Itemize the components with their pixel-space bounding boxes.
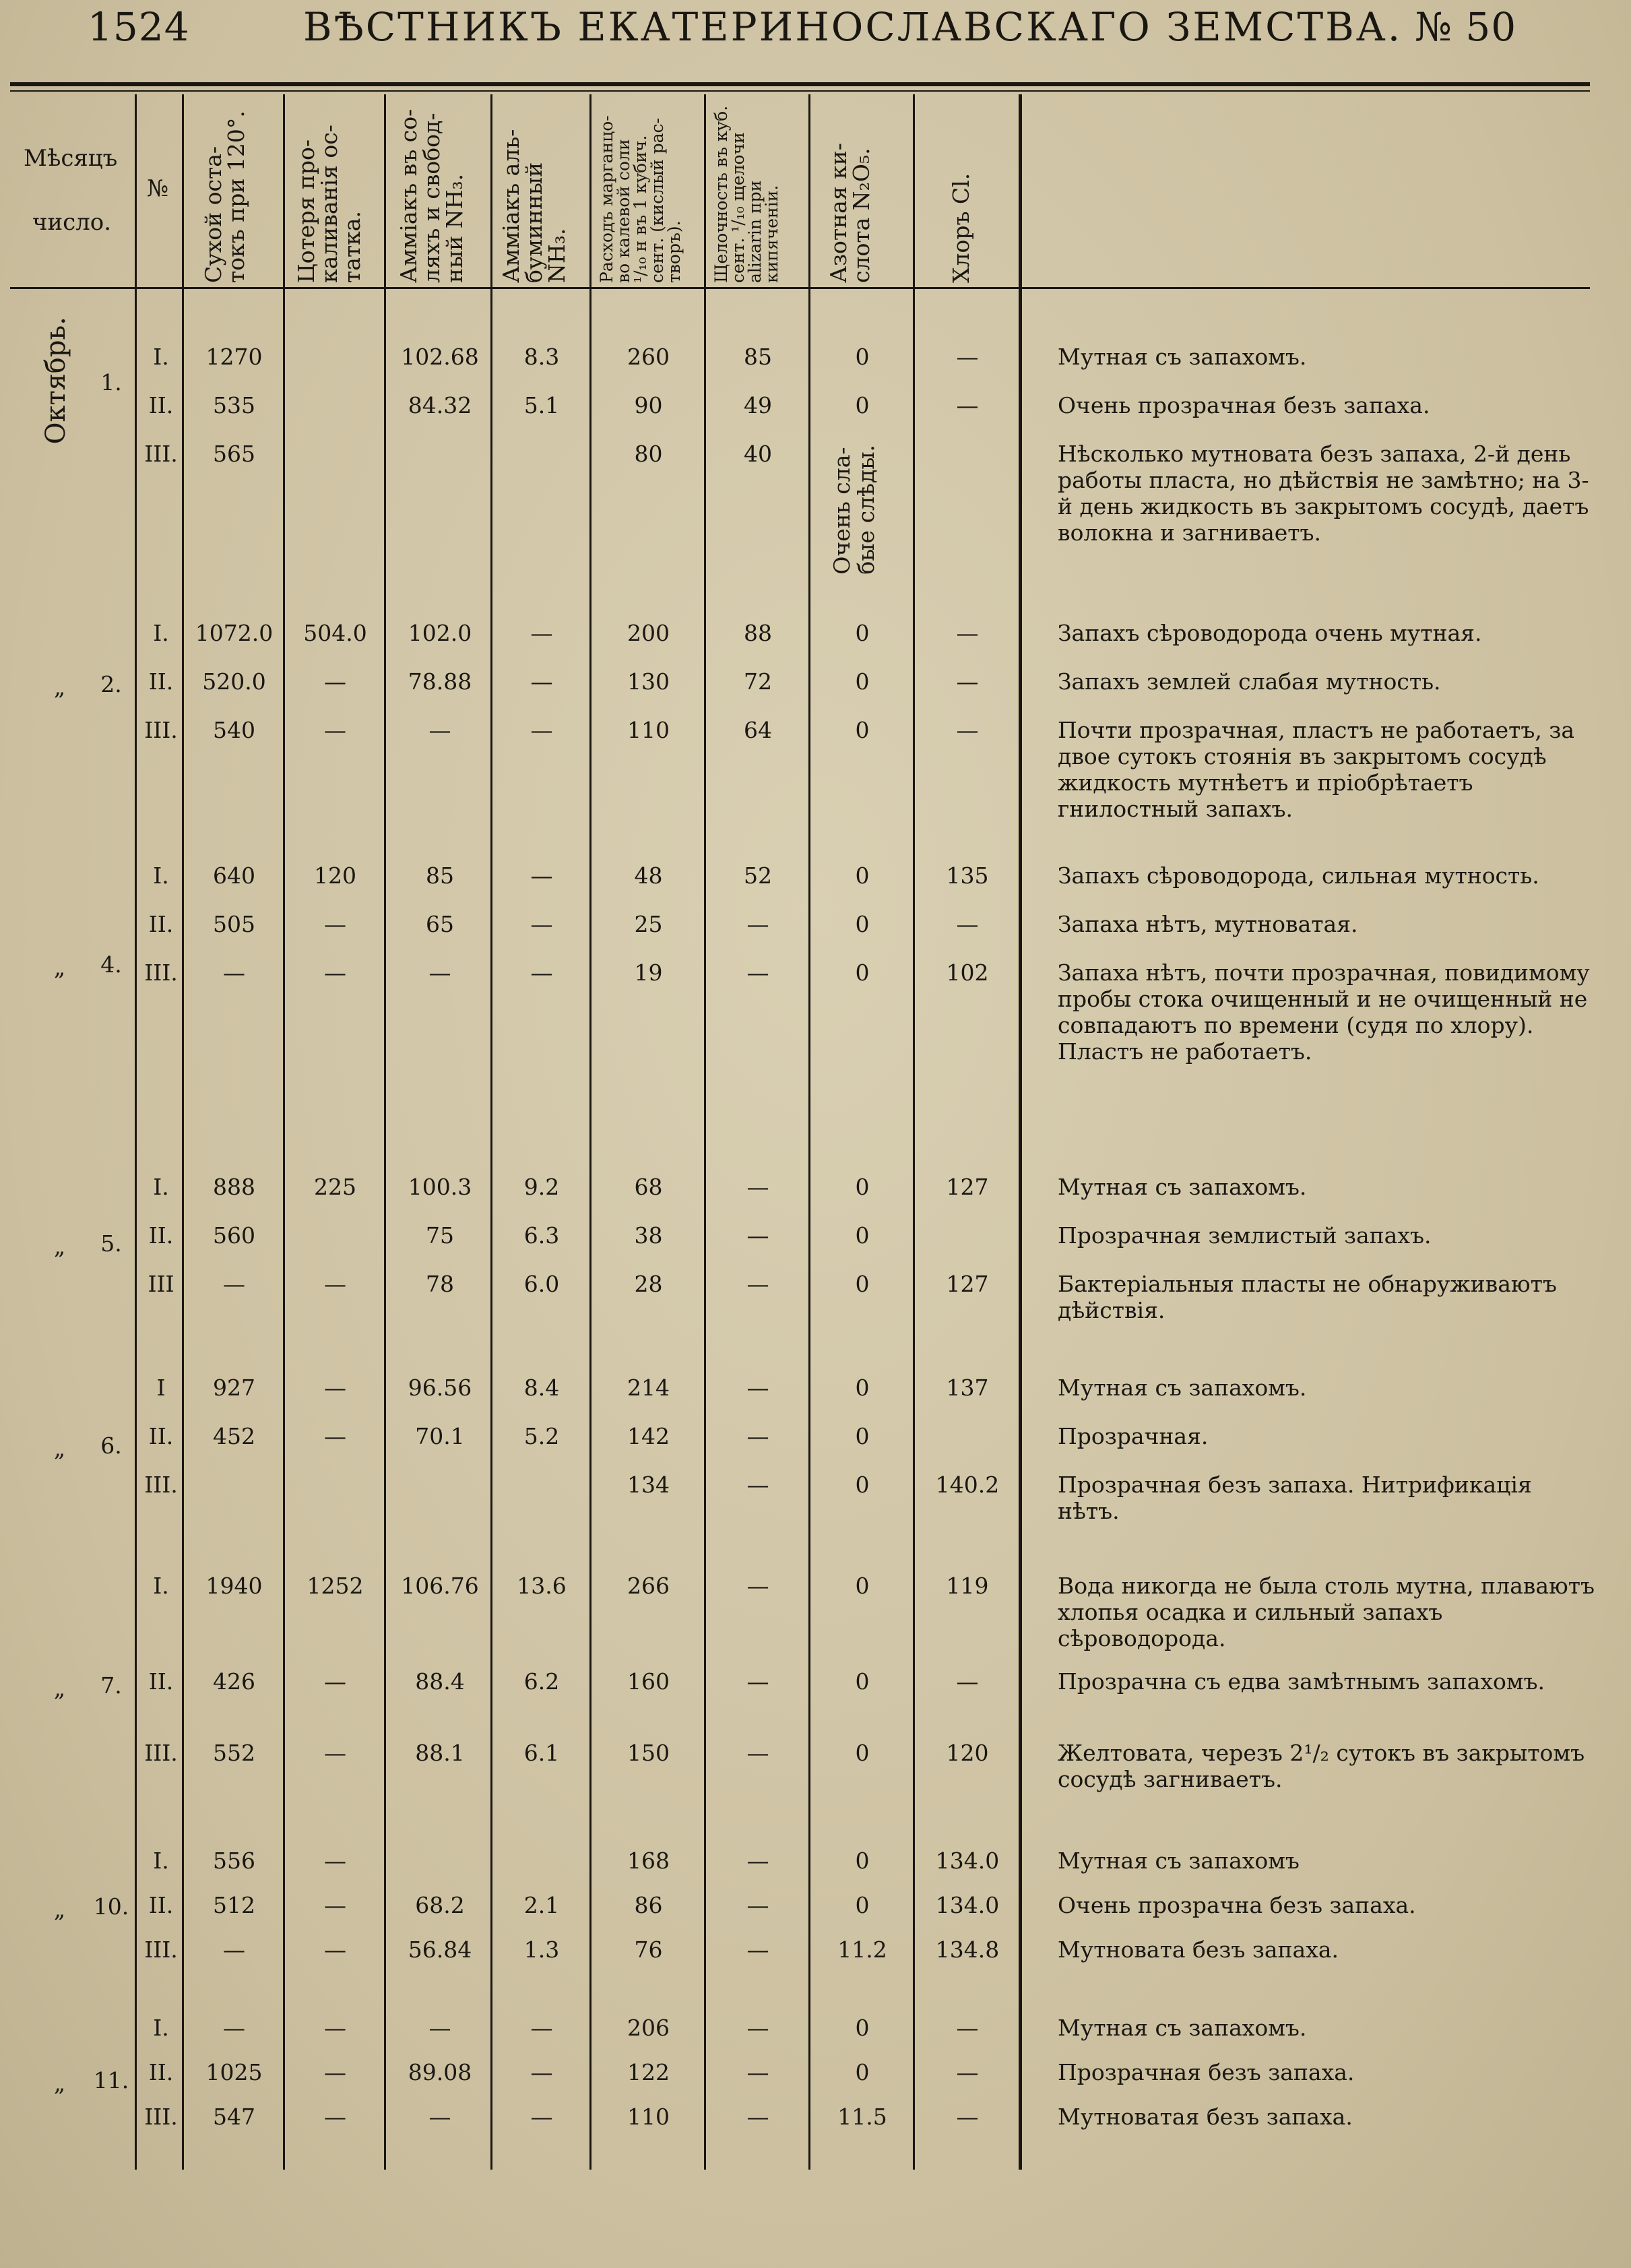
ammonia-free-value: — [428, 2015, 451, 2041]
alkalinity-value: — [746, 1668, 769, 1695]
date-label: 10. [93, 1893, 129, 1920]
sample-description: Запаха нѣтъ, мутноватая. [1058, 911, 1358, 937]
sample-description: Мутноватая безъ запаха. [1058, 2104, 1353, 2130]
dry-residue-value: — [223, 2015, 245, 2041]
row-number: II. [148, 1222, 174, 1249]
row-number: III. [144, 959, 178, 986]
chlorine-value: — [956, 392, 979, 418]
ammonia-free-value: 70.1 [415, 1423, 465, 1449]
sample-description: Запахъ сѣроводорода очень мутная. [1058, 620, 1482, 646]
permanganate-value: 142 [627, 1423, 670, 1449]
sample-description: Очень прозрачна безъ запаха. [1058, 1892, 1416, 1918]
ammonia-albuminoid-value: — [530, 862, 553, 889]
ammonia-free-value: 88.1 [415, 1740, 465, 1766]
ammonia-albuminoid-value: 6.0 [523, 1271, 560, 1297]
ditto-mark: „ [54, 1435, 66, 1461]
alkalinity-value: 88 [744, 620, 772, 646]
sample-description: Запахъ землей слабая мутность. [1058, 668, 1441, 695]
row-number: III. [144, 1936, 178, 1963]
ignition-loss-value: — [324, 1740, 346, 1766]
sample-description: Прозрачна съ едва замѣтнымъ запахомъ. [1058, 1668, 1545, 1695]
ammonia-free-value: 56.84 [408, 1936, 472, 1963]
date-label: 7. [100, 1672, 122, 1699]
nitric-acid-value: 0 [855, 392, 870, 418]
header-ammonia-albuminoid: Аммiакъ аль- буминный NH₃. [498, 129, 570, 283]
nitric-acid-value: 0 [855, 1892, 870, 1918]
ignition-loss-value: 225 [314, 1174, 356, 1200]
dry-residue-value: 547 [213, 2104, 255, 2130]
ammonia-free-value: 96.56 [408, 1375, 472, 1401]
chlorine-value: — [956, 2015, 979, 2041]
ammonia-free-value: 65 [426, 911, 454, 937]
row-number: III. [144, 441, 178, 467]
dry-residue-value: 560 [213, 1222, 255, 1249]
dry-residue-value: — [223, 1936, 245, 1963]
nitric-trace-note: Очень сла- бые слѣды. [829, 445, 879, 575]
permanganate-value: 200 [627, 620, 670, 646]
row-number: II. [148, 2059, 174, 2085]
sample-description: Прозрачная безъ запаха. Нитрификація нѣтъ. [1058, 1472, 1532, 1524]
ammonia-free-value: 88.4 [415, 1668, 465, 1695]
sample-description: Запахъ сѣроводорода, сильная мутность. [1058, 862, 1539, 889]
row-number: I. [153, 1174, 169, 1200]
ammonia-free-value: — [428, 2104, 451, 2130]
nitric-acid-value: 0 [855, 620, 870, 646]
sample-description: Мутная съ запахомъ. [1058, 1375, 1307, 1401]
alkalinity-value: — [746, 1472, 769, 1498]
nitric-acid-value: 0 [855, 2015, 870, 2041]
header-nitric-acid: Азотная ки- слота N₂O₅. [825, 143, 874, 283]
ignition-loss-value: — [324, 2059, 346, 2085]
sample-description: Мутновата безъ запаха. [1058, 1936, 1339, 1963]
ammonia-albuminoid-value: 1.3 [523, 1936, 560, 1963]
permanganate-value: 260 [627, 344, 670, 370]
dry-residue-value: 540 [213, 717, 255, 743]
header-rule-thin [10, 90, 1590, 92]
permanganate-value: 25 [634, 911, 663, 937]
nitric-acid-value: 0 [855, 1472, 870, 1498]
sample-description: Мутная съ запахомъ. [1058, 1174, 1307, 1200]
date-label: 2. [100, 671, 122, 697]
chlorine-value: 119 [946, 1573, 989, 1599]
chlorine-value: 140.2 [935, 1472, 1000, 1498]
ammonia-free-value: 84.32 [408, 392, 472, 418]
nitric-acid-value: 0 [855, 1740, 870, 1766]
permanganate-value: 28 [634, 1271, 663, 1297]
row-number: II. [148, 392, 174, 418]
chlorine-value: — [956, 911, 979, 937]
permanganate-value: 130 [627, 668, 670, 695]
permanganate-value: 76 [634, 1936, 663, 1963]
ignition-loss-value: — [324, 1668, 346, 1695]
alkalinity-value: 52 [744, 862, 772, 889]
alkalinity-value: — [746, 1222, 769, 1249]
row-number: I. [153, 2015, 169, 2041]
ammonia-albuminoid-value: 2.1 [523, 1892, 560, 1918]
month-label: Октябрь. [40, 317, 71, 445]
row-number: III. [144, 1472, 178, 1498]
row-number: II. [148, 668, 174, 695]
permanganate-value: 160 [627, 1668, 670, 1695]
alkalinity-value: 85 [744, 344, 772, 370]
ditto-mark: „ [54, 1233, 66, 1259]
dry-residue-value: 512 [213, 1892, 255, 1918]
ditto-mark: „ [54, 674, 66, 700]
alkalinity-value: — [746, 1423, 769, 1449]
ignition-loss-value: 504.0 [303, 620, 367, 646]
dry-residue-value: 505 [213, 911, 255, 937]
row-number: I. [153, 344, 169, 370]
sample-description: Прозрачная безъ запаха. [1058, 2059, 1355, 2085]
dry-residue-value: 426 [213, 1668, 255, 1695]
journal-title: ВѢСТНИКЪ ЕКАТЕРИНОСЛАВСКАГО ЗЕМСТВА. [303, 4, 1403, 50]
row-number: III. [144, 2104, 178, 2130]
ammonia-free-value: 75 [426, 1222, 454, 1249]
dry-residue-value: 1072.0 [195, 620, 274, 646]
row-number: II. [148, 1423, 174, 1449]
dry-residue-value: 640 [213, 862, 255, 889]
alkalinity-value: — [746, 1892, 769, 1918]
ammonia-albuminoid-value: 8.4 [523, 1375, 560, 1401]
ammonia-albuminoid-value: — [530, 959, 553, 986]
alkalinity-value: — [746, 1740, 769, 1766]
permanganate-value: 68 [634, 1174, 663, 1200]
chlorine-value: 127 [946, 1271, 989, 1297]
chlorine-value: — [956, 620, 979, 646]
ammonia-albuminoid-value: 6.2 [523, 1668, 560, 1695]
permanganate-value: 206 [627, 2015, 670, 2041]
column-divider [808, 94, 810, 2170]
alkalinity-value: 64 [744, 717, 772, 743]
alkalinity-value: — [746, 1573, 769, 1599]
ammonia-albuminoid-value: 6.3 [523, 1222, 560, 1249]
permanganate-value: 266 [627, 1573, 670, 1599]
row-number: III [148, 1271, 174, 1297]
ammonia-free-value: 68.2 [415, 1892, 465, 1918]
nitric-acid-value: 0 [855, 959, 870, 986]
chlorine-value: — [956, 344, 979, 370]
dry-residue-value: 535 [213, 392, 255, 418]
sample-description: Нѣсколько мутновата безъ запаха, 2-й день работы пласта, но дѣйствія не замѣтно; на 3-й день жидкость въ закрытомъ сосудѣ, даетъ волокна и загниваетъ. [1058, 441, 1589, 546]
row-number: II. [148, 1892, 174, 1918]
ammonia-free-value: 78.88 [408, 668, 472, 695]
ammonia-free-value: 78 [426, 1271, 454, 1297]
dry-residue-value: 927 [213, 1375, 255, 1401]
ammonia-free-value: 102.0 [408, 620, 472, 646]
ammonia-albuminoid-value: — [530, 2059, 553, 2085]
chlorine-value: — [956, 668, 979, 695]
column-divider [182, 94, 184, 2170]
ammonia-free-value: 102.68 [401, 344, 479, 370]
dry-residue-value: 1940 [205, 1573, 263, 1599]
column-divider [490, 94, 492, 2170]
date-label: 5. [100, 1230, 122, 1257]
ignition-loss-value: — [324, 717, 346, 743]
nitric-acid-value: 0 [855, 344, 870, 370]
date-label: 4. [100, 951, 122, 978]
header-no: № [147, 175, 169, 202]
alkalinity-value: — [746, 1848, 769, 1874]
nitric-acid-value: 0 [855, 2059, 870, 2085]
permanganate-value: 86 [634, 1892, 663, 1918]
sample-description: Вода никогда не была столь мутна, плаваютъ хлопья осадка и сильный запахъ сѣроводорода. [1058, 1573, 1595, 1651]
permanganate-value: 38 [634, 1222, 663, 1249]
ammonia-free-value: 85 [426, 862, 454, 889]
column-divider [384, 94, 386, 2170]
ammonia-free-value: 106.76 [401, 1573, 479, 1599]
ditto-mark: „ [54, 954, 66, 980]
alkalinity-value: — [746, 1936, 769, 1963]
date-label: 6. [100, 1432, 122, 1459]
sample-description: Мутная съ запахомъ. [1058, 2015, 1307, 2041]
ammonia-free-value: — [428, 959, 451, 986]
ignition-loss-value: — [324, 1423, 346, 1449]
ammonia-albuminoid-value: 13.6 [517, 1573, 567, 1599]
sample-description: Почти прозрачная, пластъ не работаетъ, за двое сутокъ стоянія въ закрытомъ сосудѣ жидкость мутнѣетъ и пріобрѣтаетъ гнилостный запахъ. [1058, 717, 1575, 822]
chlorine-value: 120 [946, 1740, 989, 1766]
permanganate-value: 134 [627, 1472, 670, 1498]
chlorine-value: — [956, 1668, 979, 1695]
chlorine-value: 134.0 [935, 1892, 1000, 1918]
ammonia-albuminoid-value: — [530, 2104, 553, 2130]
nitric-acid-value: 0 [855, 668, 870, 695]
ammonia-albuminoid-value: 6.1 [523, 1740, 560, 1766]
date-label: 1. [100, 369, 122, 396]
nitric-acid-value: 0 [855, 1174, 870, 1200]
ammonia-free-value: 89.08 [408, 2059, 472, 2085]
column-divider [589, 94, 591, 2170]
permanganate-value: 110 [627, 717, 670, 743]
row-number: I. [153, 862, 169, 889]
ditto-mark: „ [54, 1675, 66, 1701]
nitric-acid-value: 0 [855, 1668, 870, 1695]
permanganate-value: 214 [627, 1375, 670, 1401]
ammonia-albuminoid-value: — [530, 911, 553, 937]
chlorine-value: 135 [946, 862, 989, 889]
nitric-acid-value: 0 [855, 862, 870, 889]
dry-residue-value: 452 [213, 1423, 255, 1449]
page-number: 1524 [88, 4, 190, 50]
row-number: I. [153, 1573, 169, 1599]
permanganate-value: 90 [634, 392, 663, 418]
chlorine-value: 137 [946, 1375, 989, 1401]
row-number: I. [153, 1848, 169, 1874]
sample-description: Очень прозрачная безъ запаха. [1058, 392, 1430, 418]
ignition-loss-value: — [324, 959, 346, 986]
ditto-mark: „ [54, 1896, 66, 1922]
sample-description: Мутная съ запахомъ. [1058, 344, 1307, 370]
header-month: Мѣсяцъ [24, 145, 118, 172]
ignition-loss-value: — [324, 2015, 346, 2041]
nitric-acid-value: 0 [855, 1573, 870, 1599]
ammonia-albuminoid-value: 9.2 [523, 1174, 560, 1200]
dry-residue-value: 1270 [205, 344, 263, 370]
dry-residue-value: 556 [213, 1848, 255, 1874]
sample-description: Запаха нѣтъ, почти прозрачная, повидимому пробы стока очищенный и не очищенный не совпадаютъ по времени (судя по хлору). Пластъ не работаетъ. [1058, 959, 1590, 1065]
ignition-loss-value: 1252 [307, 1573, 364, 1599]
ignition-loss-value: — [324, 911, 346, 937]
chlorine-value: 134.8 [935, 1936, 1000, 1963]
issue-number: № 50 [1415, 4, 1517, 50]
row-number: II. [148, 1668, 174, 1695]
column-divider [913, 94, 915, 2170]
dry-residue-value: 552 [213, 1740, 255, 1766]
permanganate-value: 110 [627, 2104, 670, 2130]
nitric-acid-value: 0 [855, 1375, 870, 1401]
alkalinity-value: — [746, 2104, 769, 2130]
ignition-loss-value: 120 [314, 862, 356, 889]
header-permanganate: Расходъ марганцо- во калевой соли ¹/₁₀ н въ 1 кубич. сент. (кислый рас- творъ). [597, 115, 684, 283]
ammonia-free-value: — [428, 717, 451, 743]
dry-residue-value: 565 [213, 441, 255, 467]
column-divider [1019, 94, 1022, 2170]
ignition-loss-value: — [324, 1375, 346, 1401]
chlorine-value: — [956, 717, 979, 743]
alkalinity-value: — [746, 1271, 769, 1297]
nitric-acid-value: 11.2 [837, 1936, 887, 1963]
column-divider [135, 94, 137, 2170]
sample-description: Бактеріальныя пласты не обнаруживаютъ дѣйствія. [1058, 1271, 1557, 1323]
nitric-acid-value: 0 [855, 1222, 870, 1249]
nitric-acid-value: 0 [855, 1423, 870, 1449]
ignition-loss-value: — [324, 668, 346, 695]
permanganate-value: 150 [627, 1740, 670, 1766]
header-chlorine: Хлоръ Cl. [948, 172, 974, 283]
chlorine-value: 134.0 [935, 1848, 1000, 1874]
nitric-acid-value: 0 [855, 1271, 870, 1297]
ignition-loss-value: — [324, 2104, 346, 2130]
permanganate-value: 48 [634, 862, 663, 889]
alkalinity-value: 72 [744, 668, 772, 695]
dry-residue-value: 888 [213, 1174, 255, 1200]
alkalinity-value: — [746, 959, 769, 986]
alkalinity-value: — [746, 911, 769, 937]
header-ignition-loss: Цотеря про- каливанія ос- татка. [293, 125, 365, 283]
ammonia-albuminoid-value: 5.2 [523, 1423, 560, 1449]
ignition-loss-value: — [324, 1848, 346, 1874]
sample-description: Прозрачная. [1058, 1423, 1209, 1449]
ammonia-albuminoid-value: — [530, 620, 553, 646]
nitric-acid-value: 0 [855, 717, 870, 743]
chlorine-value: — [956, 2104, 979, 2130]
nitric-acid-value: 0 [855, 1848, 870, 1874]
alkalinity-value: — [746, 2059, 769, 2085]
sample-description: Прозрачная землистый запахъ. [1058, 1222, 1432, 1249]
ammonia-albuminoid-value: 8.3 [523, 344, 560, 370]
chlorine-value: — [956, 2059, 979, 2085]
permanganate-value: 168 [627, 1848, 670, 1874]
dry-residue-value: — [223, 959, 245, 986]
header-alkalinity: Щелочность въ куб. сент. ¹/₁₀ щелочи alizarin при кипяченіи. [711, 105, 781, 283]
header-date: число. [32, 209, 112, 236]
header-ammonia-free: Аммiакъ въ со- ляхъ и свобод- ный NH₃. [395, 108, 468, 283]
row-number: I. [153, 620, 169, 646]
header-rule [10, 82, 1590, 86]
alkalinity-value: — [746, 2015, 769, 2041]
date-label: 11. [93, 2067, 129, 2093]
nitric-acid-value: 11.5 [837, 2104, 887, 2130]
alkalinity-value: — [746, 1375, 769, 1401]
ammonia-albuminoid-value: — [530, 2015, 553, 2041]
ammonia-albuminoid-value: — [530, 668, 553, 695]
ammonia-albuminoid-value: 5.1 [523, 392, 560, 418]
sample-description: Мутная съ запахомъ [1058, 1848, 1300, 1874]
row-number: III. [144, 717, 178, 743]
chlorine-value: 127 [946, 1174, 989, 1200]
ammonia-free-value: 100.3 [408, 1174, 472, 1200]
permanganate-value: 122 [627, 2059, 670, 2085]
ignition-loss-value: — [324, 1936, 346, 1963]
ammonia-albuminoid-value: — [530, 717, 553, 743]
dry-residue-value: 520.0 [202, 668, 266, 695]
row-number: II. [148, 911, 174, 937]
row-number: III. [144, 1740, 178, 1766]
header-dry-residue: Сухой оста- токъ при 120°. [200, 111, 249, 283]
column-divider [704, 94, 706, 2170]
ignition-loss-value: — [324, 1271, 346, 1297]
chlorine-value: 102 [946, 959, 989, 986]
sample-description: Желтовата, черезъ 2¹/₂ сутокъ въ закрытомъ сосудѣ загниваетъ. [1058, 1740, 1585, 1792]
alkalinity-value: 49 [744, 392, 772, 418]
column-divider [283, 94, 285, 2170]
alkalinity-value: 40 [744, 441, 772, 467]
dry-residue-value: 1025 [205, 2059, 263, 2085]
ignition-loss-value: — [324, 1892, 346, 1918]
dry-residue-value: — [223, 1271, 245, 1297]
permanganate-value: 80 [634, 441, 663, 467]
permanganate-value: 19 [634, 959, 663, 986]
nitric-acid-value: 0 [855, 911, 870, 937]
ditto-mark: „ [54, 2070, 66, 2096]
column-header-rule [10, 287, 1590, 289]
row-number: I [156, 1375, 166, 1401]
alkalinity-value: — [746, 1174, 769, 1200]
